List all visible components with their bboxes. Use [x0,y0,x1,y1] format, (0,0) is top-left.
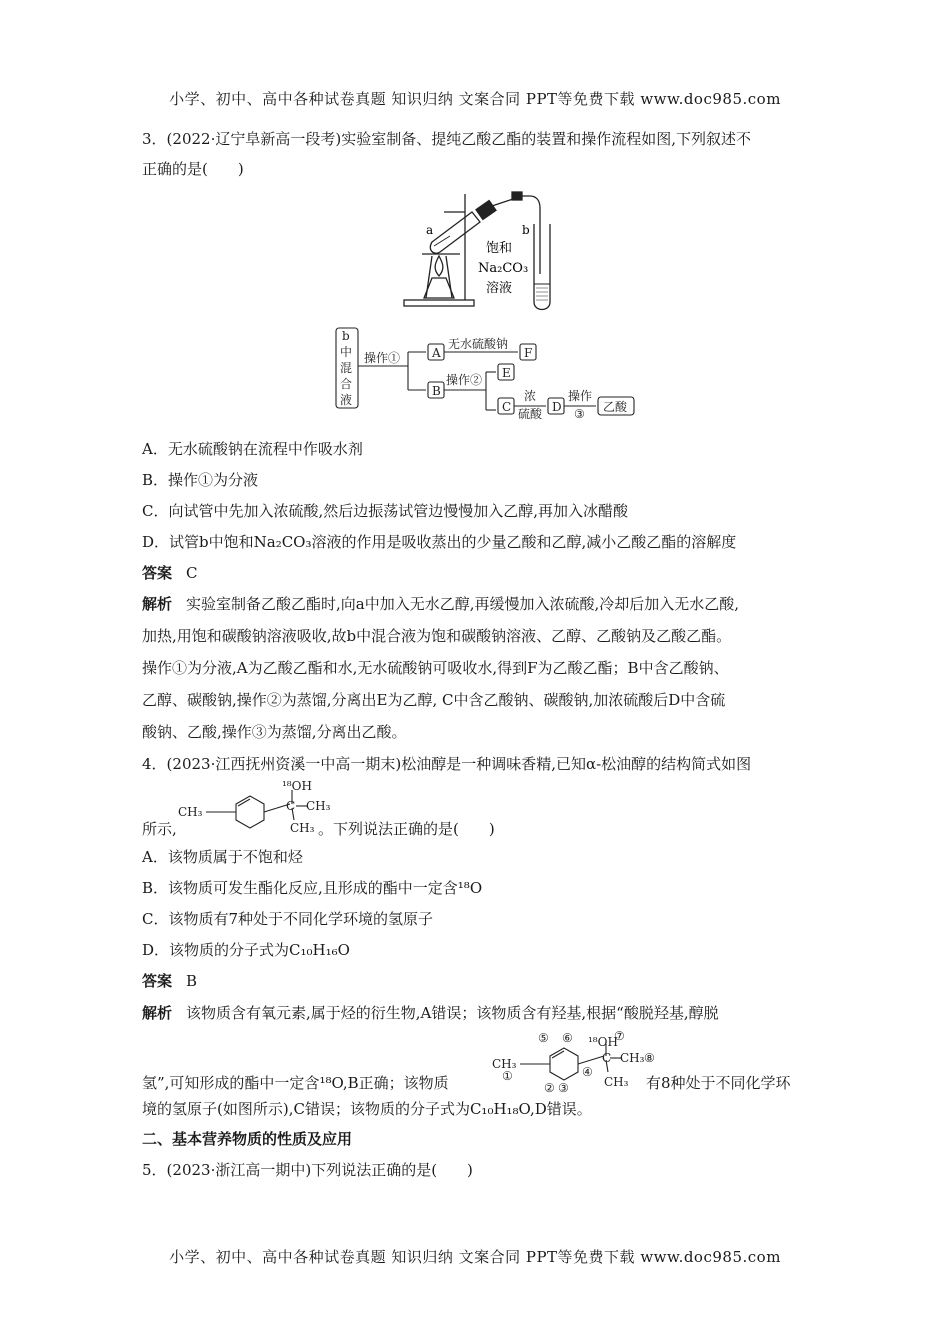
tube-b-liquid-lines [536,288,548,300]
q4-analysis-line2 [142,1030,810,1094]
flow-op3-bottom: ③ [574,407,585,421]
q4-analysis-line3: 境的氢原子(如图所示),C错误；该物质的分子式为C₁₀H₁₈O,D错误。 [142,1100,592,1118]
flow-start-4: 合 [340,377,353,391]
label-na2co3: Na₂CO₃ [478,261,529,276]
flow-start-3: 混 [340,361,353,375]
q3-answer-value: C [186,564,198,582]
q3-option-c: C．向试管中先加入浓硫酸,然后边振荡试管边慢慢加入乙醇,再加入冰醋酸 [142,502,629,520]
q3-analysis-text-1: 实验室制备乙酸乙酯时,向a中加入无水乙醇,再缓慢加入浓硫酸,冷却后加入无水乙酸, [186,595,740,613]
label-saturated: 饱和 [486,241,513,256]
q3-answer-row [142,558,810,588]
q4-answer-label: 答案 [142,972,173,990]
q4-stem-suffix: 。下列说法正确的是( ) [318,820,495,838]
q4-option-a: A．该物质属于不饱和烃 [142,848,303,866]
q3-answer-label: 答案 [142,564,173,582]
label-b: b [522,223,530,237]
num-2: ② [544,1081,555,1095]
flow-c-label: C [502,400,512,414]
q4-c: C [286,799,296,813]
page-header: 小学、初中、高中各种试卷真题 知识归纳 文案合同 PPT等免费下载 www.doc985.com [169,90,781,108]
q3-option-d: D．试管b中饱和Na₂CO₃溶液的作用是吸收蒸出的少量乙酸和乙醇,减小乙酸乙酯的溶解度 [142,533,737,551]
flow-b-label: B [432,384,441,398]
q3-flow-chart [142,320,810,421]
q3-option-a: A．无水硫酸钠在流程中作吸水剂 [142,440,363,458]
tripod [426,256,452,298]
num-7: ⑦ [614,1029,625,1043]
q4-answer-value: B [186,972,198,990]
q4-option-d: D．该物质的分子式为C₁₀H₁₆O [142,941,350,959]
num-1: ① [502,1069,513,1083]
q4-ring [236,796,264,828]
lamp-flame [435,256,443,276]
page-footer: 小学、初中、高中各种试卷真题 知识归纳 文案合同 PPT等免费下载 www.doc985.com [169,1248,781,1266]
stopper [476,200,496,219]
q4-option-c: C．该物质有7种处于不同化学环境的氢原子 [142,910,434,928]
q4-ch3-bottom: CH₃ [290,821,315,835]
flow-op3-top: 操作 [568,389,593,403]
flow-op2: 操作② [446,373,483,387]
num-3: ③ [558,1081,569,1095]
flow-f-label: F [524,346,533,360]
q4-stem-line1: 4．(2023·江西抚州资溪一中高一期末)松油醇是一种调味香精,已知α-松油醇的结构简式如图 [142,755,752,773]
apparatus-diagram [142,184,810,320]
flow-anhydrous: 无水硫酸钠 [448,337,509,351]
label-solution: 溶液 [486,281,513,296]
q3-analysis-line5: 酸钠、乙酸,操作③为蒸馏,分离出乙酸。 [142,723,407,741]
tube-b [534,224,550,310]
flow-conc: 浓 [524,389,537,403]
flow-d-label: D [552,400,562,414]
q3-analysis-line4: 乙醇、碳酸钠,操作②为蒸馏,分离出E为乙醇, C中含乙酸钠、碳酸钠,加浓硫酸后D中含硫 [142,691,726,709]
q4-stem-prefix: 所示, [142,820,177,838]
flow-start-2: 中 [340,345,353,359]
q3-apparatus-figure [142,184,810,320]
q4-option-b: B．该物质可发生酯化反应,且形成的酯中一定含¹⁸O [142,879,483,897]
flow-sulfuric: 硫酸 [518,407,543,421]
num-8: ⑧ [644,1051,655,1065]
flow-op1: 操作① [364,351,401,365]
q4-analysis-text-1: 该物质含有氧元素,属于烃的衍生物,A错误；该物质含有羟基,根据“酸脱羟基,醇脱 [186,1004,719,1022]
q4-s2-ch3-right: CH₃ [620,1051,645,1065]
q3-analysis-line3: 操作①为分液,A为乙酸乙酯和水,无水硫酸钠可吸收水,得到F为乙酸乙酯；B中含乙酸钠、 [142,659,729,677]
flow-e-label: E [502,366,511,380]
tube-a [430,212,480,253]
page-content [142,124,810,1186]
flow-product: 乙酸 [603,400,628,414]
flow-start-5: 液 [340,393,353,407]
q4-s2-c: C [602,1051,612,1065]
q3-stem-line2: 正确的是( ) [142,160,244,178]
q3-analysis-line1 [142,588,810,620]
q4-analysis-line1 [142,996,810,1030]
tube-a-liquid [434,236,450,246]
q4-structure [178,779,331,842]
q4-ch3-left: CH₃ [178,805,203,819]
q4-structure-numbered [492,1030,662,1094]
q3-stem-line1: 3．(2022·辽宁阜新高一段考)实验室制备、提纯乙酸乙酯的装置和操作流程如图,下列叙述不 [142,130,751,148]
label-a: a [426,223,434,237]
q4-analysis-label: 解析 [142,1004,173,1022]
flow-start-1: b [342,329,350,343]
tube-joint [512,192,522,200]
flow-diagram [142,320,810,421]
q3-analysis-line2: 加热,用饱和碳酸钠溶液吸收,故b中混合液为饱和碳酸钠溶液、乙醇、乙酸钠及乙酸乙酯。 [142,627,732,645]
num-6: ⑥ [562,1031,573,1045]
q4-s2-ch3-bottom: CH₃ [604,1075,629,1089]
q3-analysis-label: 解析 [142,595,173,613]
q4-answer-row [142,966,810,996]
q4-s2-ch3-left: CH₃ [492,1057,517,1071]
q4-analysis-line2-prefix: 氢”,可知形成的酯中一定含¹⁸O,B正确；该物质 [142,1074,449,1092]
q5-stem: 5．(2023·浙江高一期中)下列说法正确的是( ) [142,1161,473,1179]
q3-option-b: B．操作①为分液 [142,471,259,489]
q4-ch3-right: CH₃ [306,799,331,813]
q4-oh: ¹⁸OH [282,779,312,793]
num-4: ④ [582,1065,593,1079]
flow-a-label: A [432,346,441,360]
num-5: ⑤ [538,1031,549,1045]
stand-base [404,300,474,306]
section-2-heading: 二、基本营养物质的性质及应用 [142,1130,353,1148]
q4-s2-oh: ¹⁸OH [588,1035,618,1049]
q4-stem-line2 [142,780,810,842]
q4-analysis-line2-suffix: 有8种处于不同化学环 [646,1074,791,1092]
